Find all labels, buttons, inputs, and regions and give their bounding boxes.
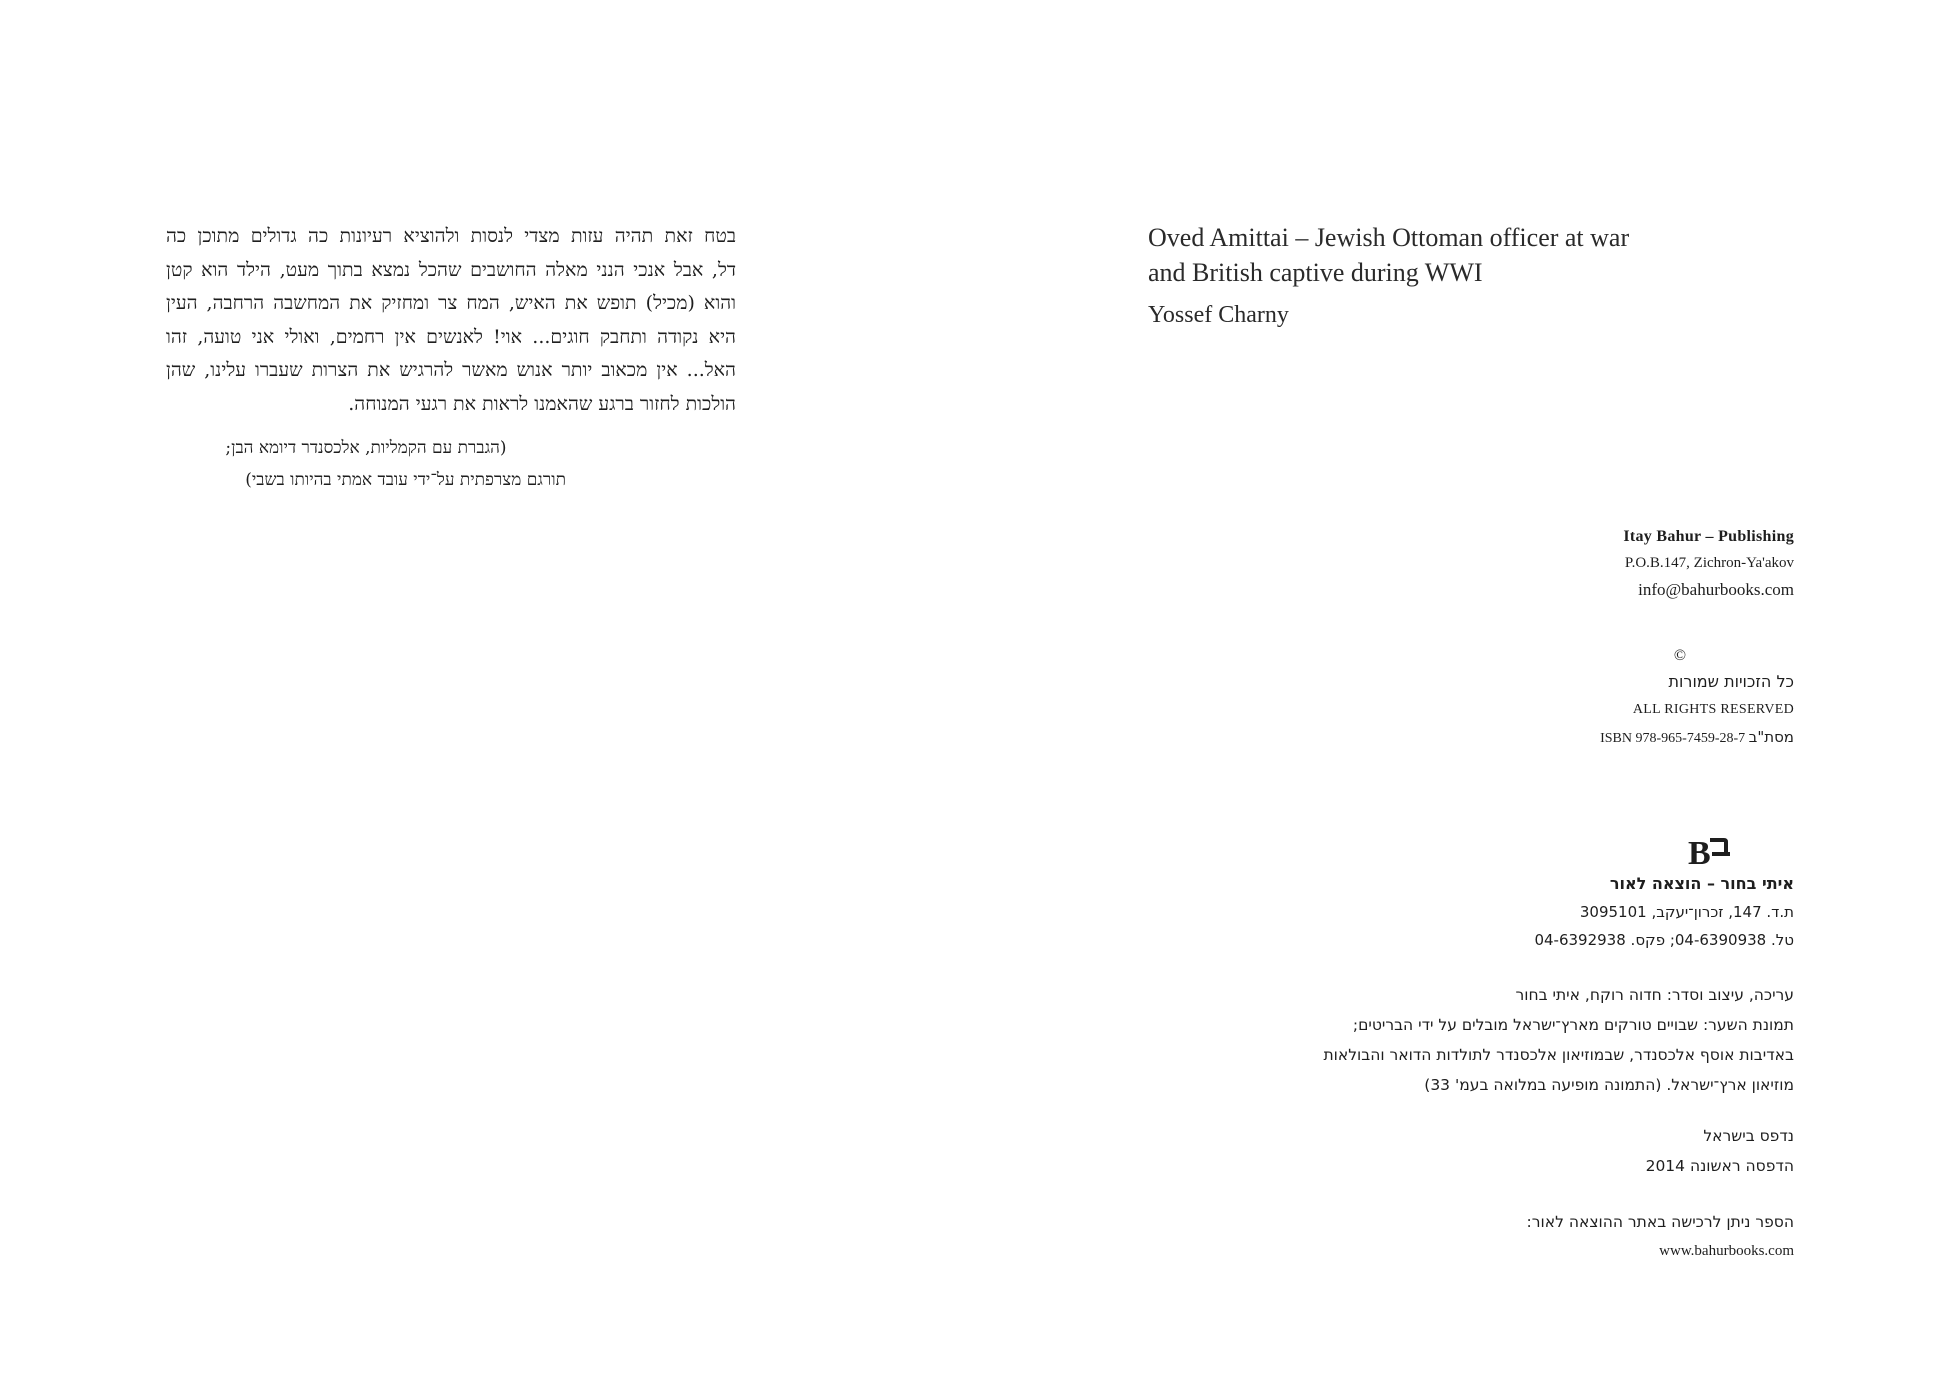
right-page <box>980 0 1960 1396</box>
attribution-line: (הגברת עם הקמליות, אלכסנדר דיומא הבן; <box>225 438 507 458</box>
purchase-block <box>1194 1207 1794 1265</box>
book-title-line: Oved Amittai – Jewish Ottoman officer at war <box>1148 223 1630 252</box>
isbn-label-hebrew: מסת"ב <box>1748 728 1794 746</box>
printed-in: נדפס בישראל <box>1703 1127 1794 1145</box>
isbn-line <box>1194 723 1794 753</box>
credit-line: באדיבות אוסף אלכסנדר, שבמוזיאון אלכסנדר לתולדות הדואר והבולאות <box>1323 1046 1794 1064</box>
credit-line: תמונת השער: שבויים טורקים מארץ־ישראל מובלים על ידי הבריטים; <box>1352 1016 1794 1034</box>
publisher-address: P.O.B.147, Zichron-Ya'akov <box>1624 555 1794 571</box>
hebrew-quote <box>166 220 736 421</box>
hebrew-publisher-name: איתי בחור – הוצאה לאור <box>1609 874 1794 893</box>
book-title-line: and British captive during WWI <box>1148 258 1483 287</box>
quote-line: האל... אין מכאוב יותר אנוש מאשר להרגיש את הצרות שעברו עלינו, שהן <box>166 359 736 381</box>
rights-hebrew: כל הזכויות שמורות <box>1668 672 1794 691</box>
logo-wrap <box>1194 830 1794 874</box>
publisher-email: info@bahurbooks.com <box>1638 580 1794 599</box>
publisher-name: Itay Bahur – Publishing <box>1623 528 1794 545</box>
hebrew-publisher-phone: טל. 04-6390938; פקס. 04-6392938 <box>1534 931 1794 949</box>
quote-attribution <box>166 432 566 496</box>
credits-block <box>1194 980 1794 1100</box>
quote-line: היא נקודה ותחבק חוגים... אוי! לאנשים אין רחמים, ואולי אני טועה, זהו <box>166 325 736 348</box>
quote-line: דל, אבל אנכי הנני מאלה החושבים שהכל נמצא בתוך מעט, הילד הוא קטן <box>166 258 736 281</box>
book-title <box>1148 220 1748 290</box>
author-name: Yossef Charny <box>1148 302 1289 328</box>
copyright-symbol: © <box>1673 647 1687 664</box>
hebrew-publisher-block <box>1194 870 1794 954</box>
attribution-line: תורגם מצרפתית על־ידי עובד אמתי בהיותו בשבי) <box>245 470 566 490</box>
svg-text:B: B <box>1688 835 1711 870</box>
title-block <box>1148 220 1748 330</box>
isbn-number: ISBN 978-965-7459-28-7 <box>1600 731 1746 746</box>
website-link[interactable]: www.bahurbooks.com <box>1659 1243 1794 1259</box>
rights-block <box>1194 645 1794 753</box>
publisher-block <box>1194 524 1794 604</box>
edition-line: הדפסה ראשונה 2014 <box>1645 1157 1794 1175</box>
printing-block <box>1194 1121 1794 1181</box>
quote-line: הולכות לחזור ברגע שהאמנו לראות את רגעי המנוחה. <box>348 392 736 415</box>
credit-line: עריכה, עיצוב וסדר: חדוה רוקח, איתי בחור <box>1515 986 1794 1004</box>
rights-english: ALL RIGHTS RESERVED <box>1632 702 1794 717</box>
purchase-text: הספר ניתן לרכישה באתר ההוצאה לאור: <box>1526 1213 1794 1231</box>
credit-line: מוזיאון ארץ־ישראל. (התמונה מופיעה במלואה בעמ' 33) <box>1424 1076 1794 1094</box>
bahur-books-logo-icon <box>1684 830 1744 870</box>
hebrew-publisher-address: ת.ד. 147, זכרון־יעקב, 3095101 <box>1579 903 1794 921</box>
quote-line: והוא (מכיל) תופש את האיש, המח צר ומחזיק את המחשבה הרחבה, העין <box>166 292 736 314</box>
quote-line: בטח זאת תהיה עזות מצדי לנסות ולהוציא רעיונות כה גדולים מתוכן כה <box>166 225 736 247</box>
